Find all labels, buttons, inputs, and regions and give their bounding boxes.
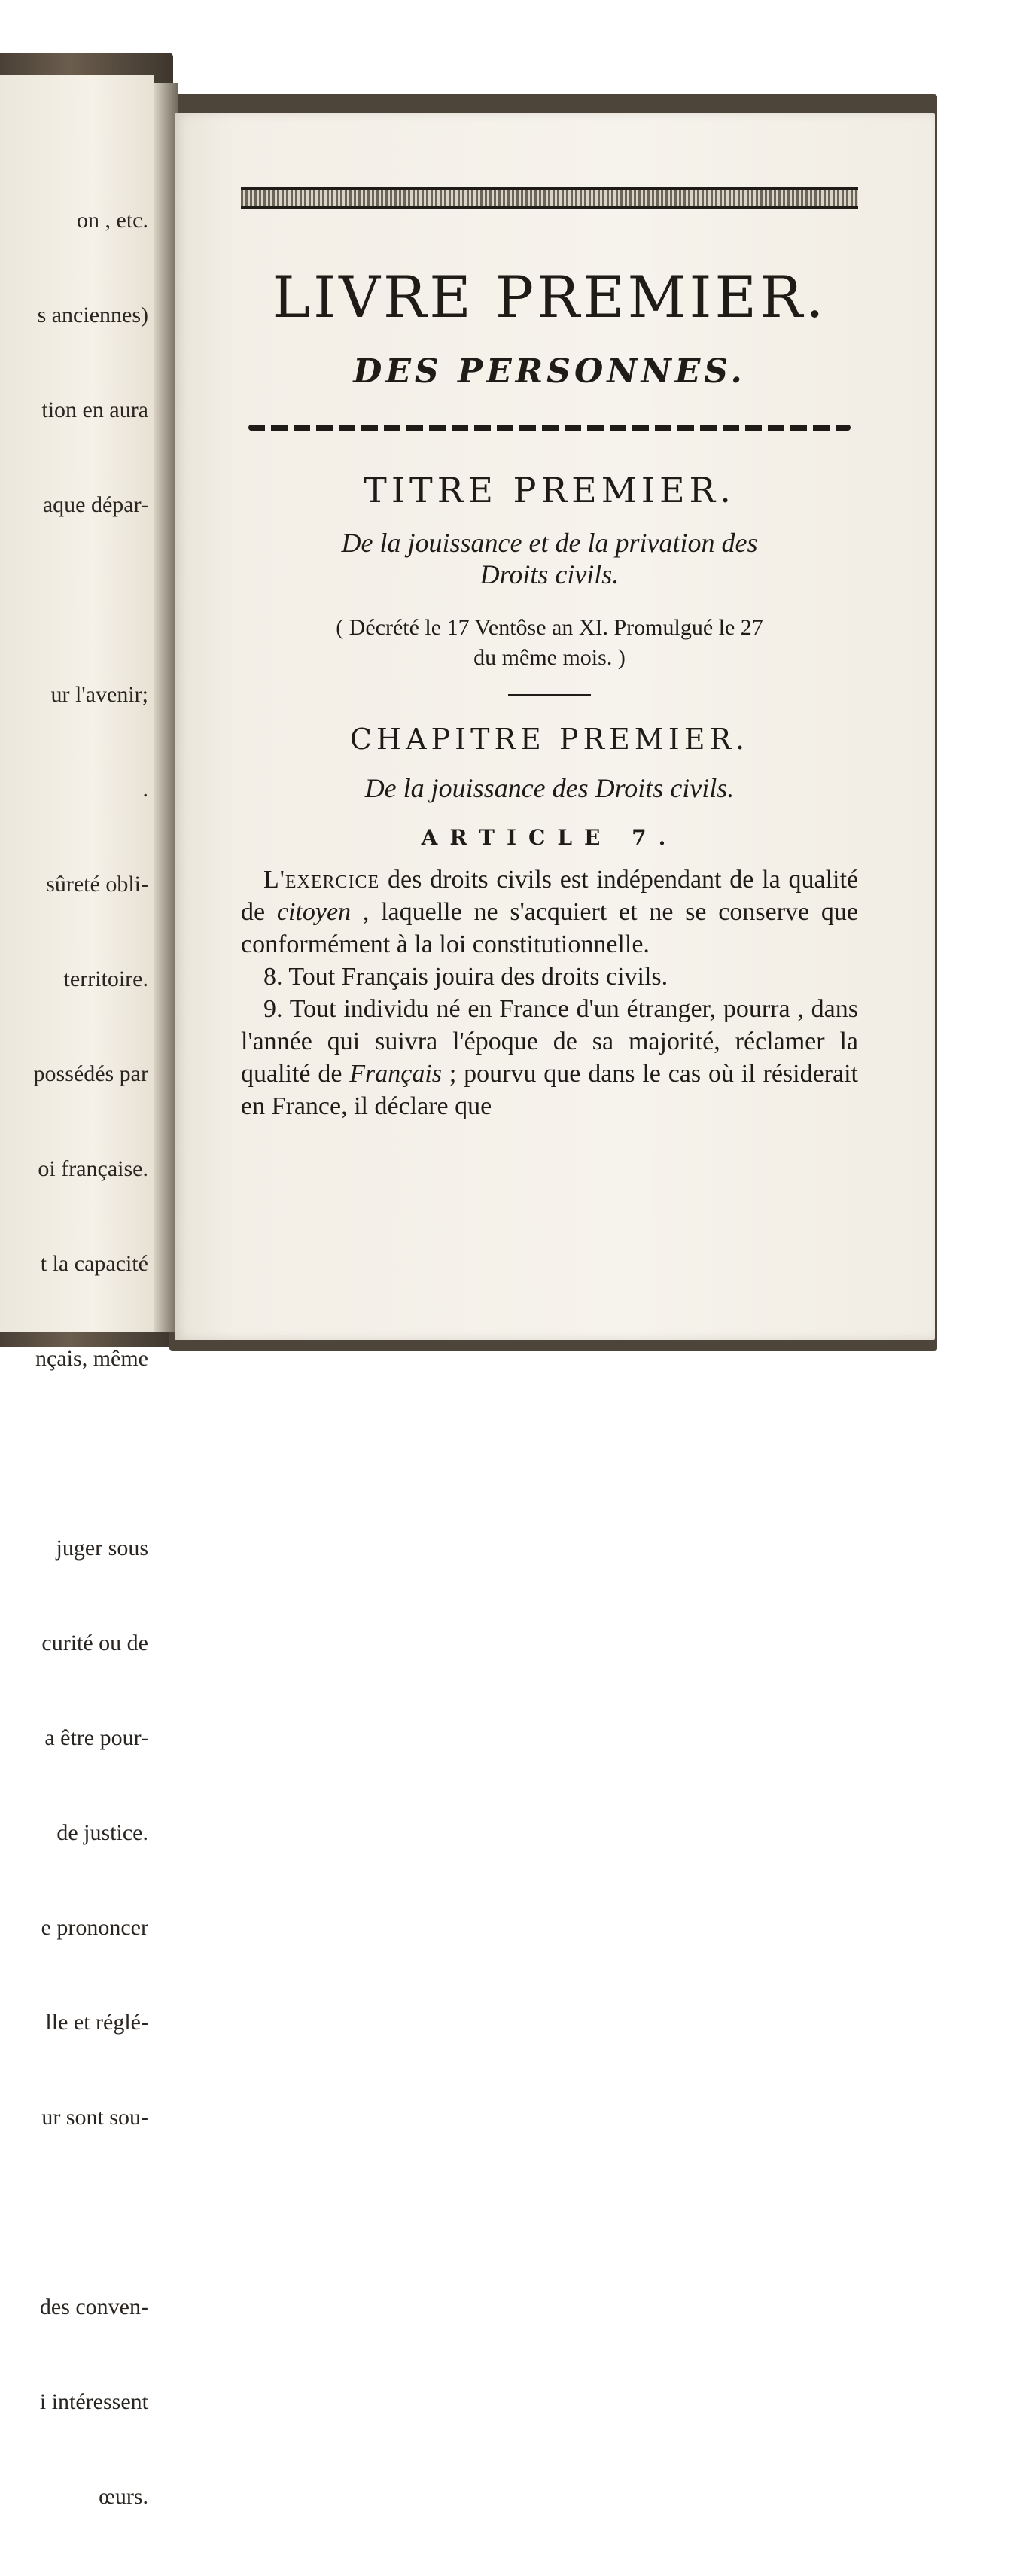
- left-line: [0, 1438, 148, 1469]
- right-page-content: [241, 181, 858, 1122]
- left-line: on , etc.: [77, 208, 148, 233]
- chapitre-heading: CHAPITRE PREMIER.: [349, 723, 750, 756]
- paragraph: [241, 993, 858, 1122]
- paragraph: [241, 863, 858, 961]
- left-line: possédés par: [33, 1061, 148, 1086]
- short-divider: [508, 694, 591, 696]
- titre-sub-line: De la jouissance et de la privation des: [341, 528, 758, 558]
- left-line: œurs.: [99, 2484, 148, 2509]
- chapitre-subheading: De la jouissance des Droits civils.: [364, 773, 735, 803]
- lead-word: L'exercice: [263, 866, 380, 894]
- article-body: [241, 863, 858, 1122]
- left-line: i intéressent: [39, 2389, 148, 2414]
- left-line: lle et réglé-: [45, 2010, 148, 2035]
- emphasis-text: Français: [349, 1060, 443, 1088]
- titre-sub-line: Droits civils.: [479, 559, 620, 589]
- left-line: aque dépar-: [42, 492, 148, 517]
- left-line: t la capacité: [40, 1251, 148, 1276]
- titre-heading: TITRE PREMIER.: [364, 470, 735, 510]
- book-title: LIVRE PREMIER.: [272, 263, 827, 330]
- left-line: [0, 584, 148, 616]
- article-heading: ARTICLE 7.: [421, 825, 678, 850]
- emphasis-text: citoyen: [276, 898, 352, 926]
- left-line: curité ou de: [41, 1631, 148, 1655]
- left-page: [0, 75, 154, 2509]
- paragraph-text: 9. Tout individu né en France d'un étranger, pourra , dans l'année qui suivra l'époque de sa majorité, réclamer la qualité de: [241, 995, 858, 1088]
- left-line: territoire.: [63, 967, 148, 991]
- decree-line: ( Décrété le 17 Ventôse an XI. Promulgué le 27: [336, 615, 763, 640]
- left-line: tion en aura: [41, 397, 148, 422]
- left-line: des conven-: [39, 2294, 148, 2319]
- left-line: [0, 2197, 148, 2228]
- ornamental-rule: [241, 187, 858, 209]
- left-line: a être pour-: [44, 1725, 148, 1750]
- paragraph-text: , laquelle ne s'acquiert et ne se conserve que conformément à la loi constitutionnelle.: [241, 898, 858, 958]
- paragraph-text: des droits civils est indépendant de la qualité de: [241, 866, 858, 926]
- wavy-divider: [248, 425, 851, 431]
- left-page-text: [0, 142, 148, 2576]
- left-line: oi française.: [38, 1156, 148, 1181]
- decree-note: [241, 613, 858, 673]
- paragraph-text: ; pourvu que dans le cas où il résiderait en France, il déclare que: [241, 1060, 858, 1120]
- left-line: ur l'avenir;: [50, 682, 148, 707]
- paragraph: 8. Tout Français jouira des droits civils.: [263, 963, 668, 991]
- left-line: ur sont sou-: [41, 2105, 148, 2130]
- left-line: juger sous: [56, 1536, 148, 1561]
- left-line: e prononcer: [41, 1915, 148, 1940]
- decree-line: du même mois. ): [473, 645, 626, 670]
- titre-subheading: [241, 527, 858, 590]
- left-line: sûreté obli-: [46, 872, 148, 897]
- left-line: nçais, même: [35, 1346, 148, 1371]
- left-line: .: [142, 777, 148, 802]
- left-line: de justice.: [56, 1820, 148, 1845]
- book-subtitle: DES PERSONNES.: [353, 352, 746, 391]
- left-line: s anciennes): [37, 303, 148, 327]
